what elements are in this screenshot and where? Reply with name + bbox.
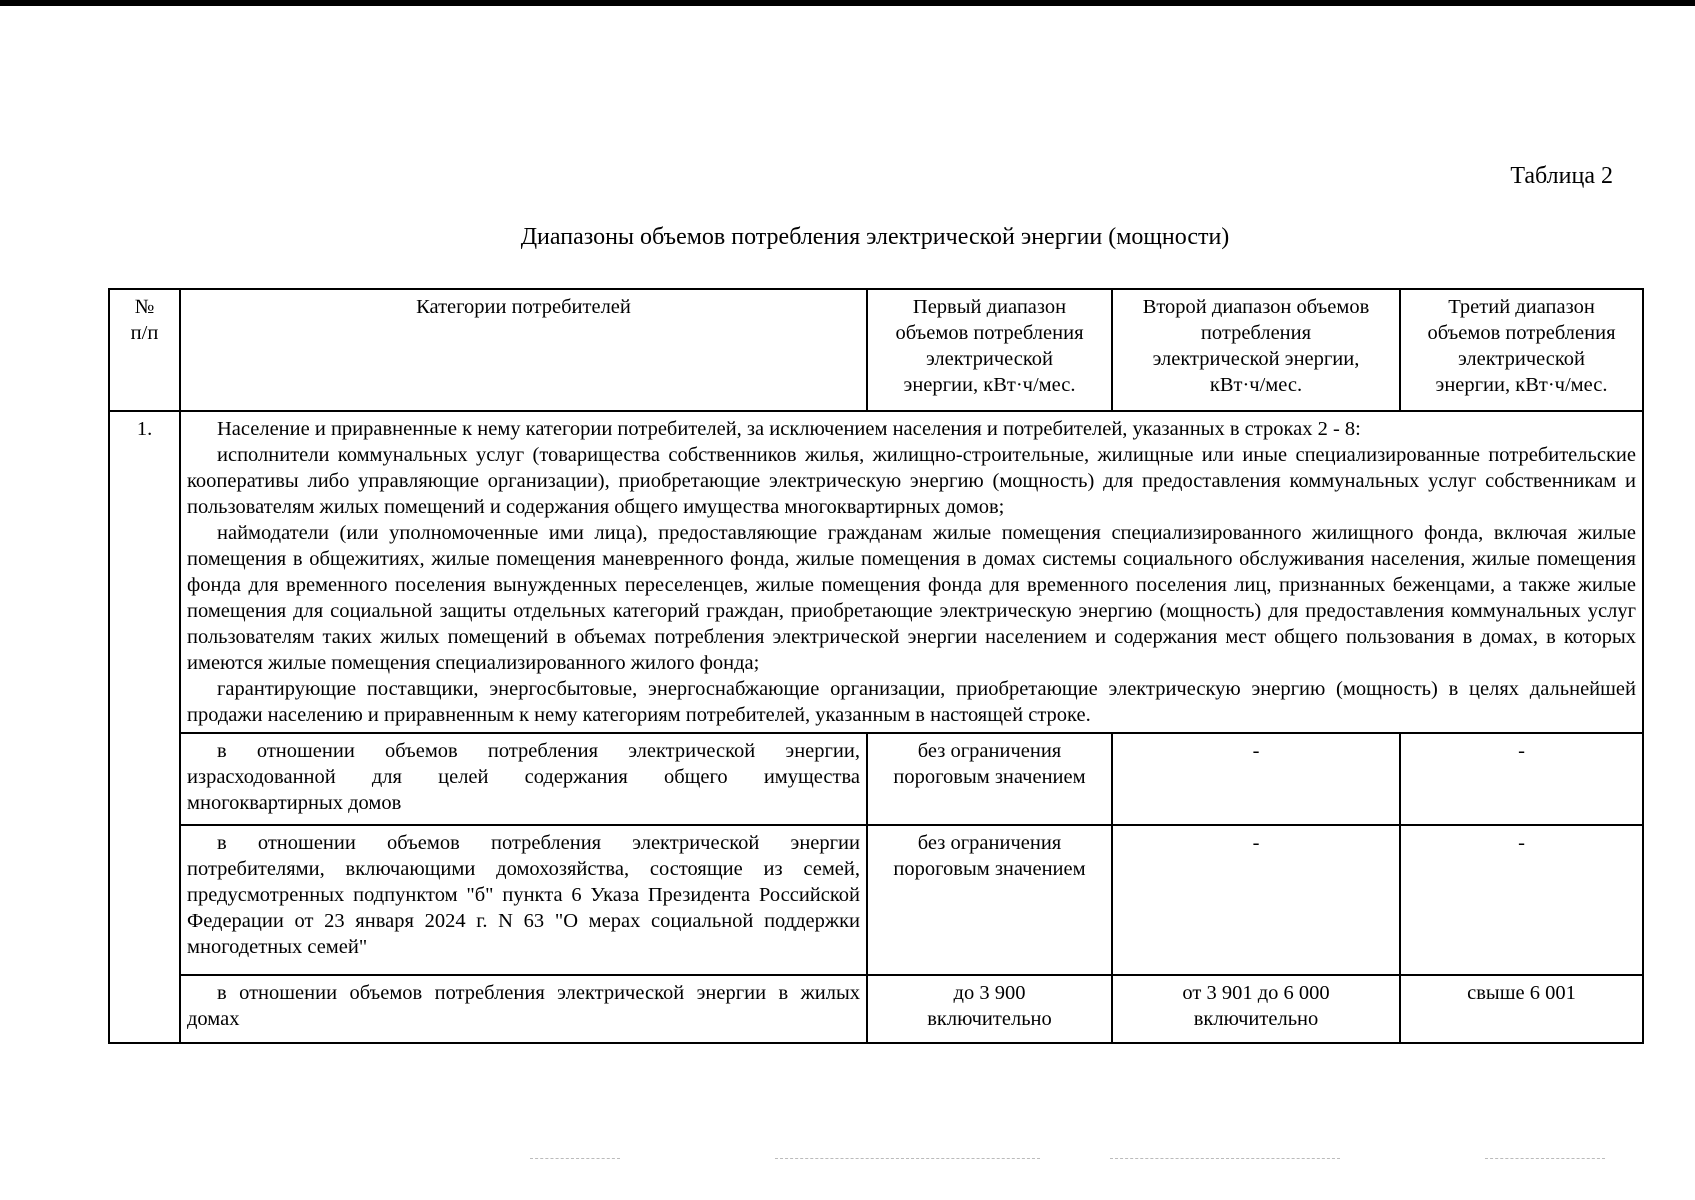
table-header-row bbox=[109, 289, 1643, 411]
category-paragraph: наймодатели (или уполномоченные ими лица), предоставляющие гражданам жилые помещения специализированного жилищного фонда, включая жилые помещения в общежитиях, жилые помещения маневренного фонда, жилые помещения в домах системы социального обслуживания населения, жилые помещения фонда для временного поселения вынужденных переселенцев, жилые помещения фонда для временного поселения лиц, признанных беженцами, а также жилые помещения для социальной защиты отдельных категорий граждан, приобретающие электрическую энергию (мощность) для предоставления коммунальных услуг пользователям таких жилых помещений в объемах потребления электрической энергии населением и содержания мест общего пользования в домах, в которых имеются жилые помещения специализированного жилого фонда; bbox=[187, 522, 1636, 674]
subrow-description: в отношении объемов потребления электрической энергии в жилых домах bbox=[180, 975, 867, 1043]
table-row bbox=[109, 825, 1643, 975]
header-third-range: Третий диапазон объемов потребления электрической энергии, кВт·ч/мес. bbox=[1400, 289, 1643, 411]
row-number: 1. bbox=[109, 411, 180, 1043]
document-title: Диапазоны объемов потребления электрической энергии (мощности) bbox=[520, 224, 1230, 250]
second-range-value: - bbox=[1112, 825, 1400, 975]
table-row bbox=[109, 411, 1643, 733]
row-category-description bbox=[180, 411, 1643, 733]
table-row bbox=[109, 733, 1643, 825]
header-first-range: Первый диапазон объемов потребления электрической энергии, кВт·ч/мес. bbox=[867, 289, 1112, 411]
first-range-value: без ограничения пороговым значением bbox=[867, 733, 1112, 825]
scan-artifact-line bbox=[1110, 1158, 1340, 1160]
third-range-value: - bbox=[1400, 825, 1643, 975]
header-second-range: Второй диапазон объемов потребления электрической энергии, кВт·ч/мес. bbox=[1112, 289, 1400, 411]
second-range-value: от 3 901 до 6 000 включительно bbox=[1112, 975, 1400, 1043]
header-category: Категории потребителей bbox=[180, 289, 867, 411]
header-number: № п/п bbox=[109, 289, 180, 411]
scan-top-edge bbox=[0, 0, 1695, 6]
category-paragraph: гарантирующие поставщики, энергосбытовые, энергоснабжающие организации, приобретающие электрическую энергию (мощность) в целях дальнейшей продажи населению и приравненным к нему категориям потребителей, указанным в настоящей строке. bbox=[187, 678, 1636, 726]
first-range-value: до 3 900 включительно bbox=[867, 975, 1112, 1043]
table-row bbox=[109, 975, 1643, 1043]
category-paragraph: Население и приравненные к нему категории потребителей, за исключением населения и потребителей, указанных в строках 2 - 8: bbox=[217, 418, 1361, 440]
category-paragraph: исполнители коммунальных услуг (товарищества собственников жилья, жилищно-строительные, жилищные или иные специализированные потребительские кооперативы либо управляющие организации), приобретающие электрическую энергию (мощность) для предоставления коммунальных услуг собственникам и пользователям жилых помещений и содержания общего имущества многоквартирных домов; bbox=[187, 444, 1636, 518]
subrow-description: в отношении объемов потребления электрической энергии потребителями, включающими домохозяйства, состоящие из семей, предусмотренных подпунктом "б" пункта 6 Указа Президента Российской Федерации от 23 января 2024 г. N 63 "О мерах социальной поддержки многодетных семей" bbox=[180, 825, 867, 975]
third-range-value: - bbox=[1400, 733, 1643, 825]
scan-artifact-line bbox=[530, 1158, 620, 1160]
subrow-description: в отношении объемов потребления электрической энергии, израсходованной для целей содержания общего имущества многоквартирных домов bbox=[180, 733, 867, 825]
second-range-value: - bbox=[1112, 733, 1400, 825]
consumption-ranges-table bbox=[108, 288, 1644, 1044]
table-label: Таблица 2 bbox=[1510, 163, 1613, 189]
scan-artifact-line bbox=[775, 1158, 1040, 1160]
scan-artifact-line bbox=[1485, 1158, 1605, 1160]
third-range-value: свыше 6 001 bbox=[1400, 975, 1643, 1043]
first-range-value: без ограничения пороговым значением bbox=[867, 825, 1112, 975]
